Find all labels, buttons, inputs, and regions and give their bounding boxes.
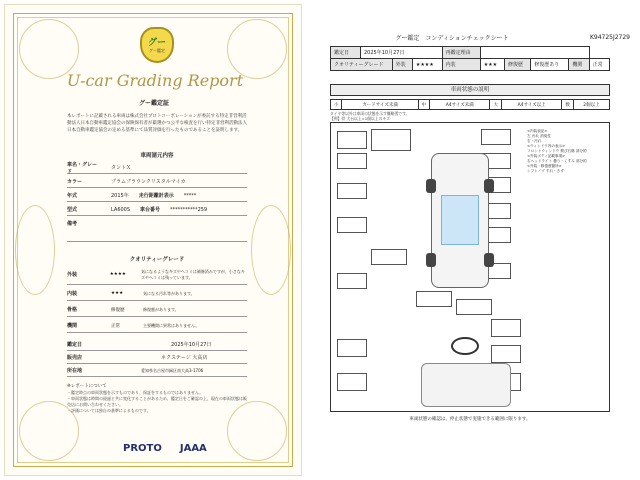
side-note-line: 右・汚れ	[527, 139, 542, 143]
goo-emblem	[140, 27, 174, 63]
jaaa-logo: JAAA	[179, 443, 207, 454]
side-note-line: シフトノブ すれ・きず	[527, 169, 564, 173]
row-shop	[67, 352, 247, 364]
callout-box	[337, 217, 367, 233]
grade-desc: 主要機関に異常はありません。	[143, 322, 200, 328]
shop-label: 販売店	[67, 355, 83, 361]
row-name	[67, 162, 247, 174]
address-label: 所在地	[67, 368, 83, 374]
callout-box	[337, 373, 367, 391]
callout-box	[491, 319, 521, 337]
cell-label: 機関	[569, 59, 589, 71]
ornament-right-mid	[251, 205, 291, 295]
callout-box	[337, 183, 367, 199]
grade-label: 外装	[67, 272, 78, 278]
side-note-line: フロントウィンドウ 飛び石傷 部分的	[527, 149, 587, 153]
row-extra-label: 車台番号	[140, 207, 161, 213]
callout-box	[491, 345, 521, 363]
row-color	[67, 176, 247, 188]
date-label: 鑑定日	[67, 342, 83, 348]
grade-label: 内装	[67, 291, 78, 297]
row-remarks	[67, 218, 247, 242]
callout-box	[371, 129, 411, 151]
legend-line: タイヤ等以外は車両の状態を示す概略図です。	[330, 111, 410, 116]
row-extra-value: ***********259	[170, 206, 208, 213]
cell-value: ★★★	[480, 59, 504, 71]
quality-section-title: クオリティーグレード	[129, 257, 185, 263]
cell-value: 修復歴あり	[531, 59, 569, 71]
date-value: 2025年10月27日	[171, 342, 212, 348]
certificate-subtitle: グー鑑定証	[138, 100, 169, 107]
row-value: LA600S	[111, 206, 131, 213]
row-label: 備考	[67, 221, 78, 227]
grade-desc: 気になる汚れ等があります。	[143, 290, 195, 296]
grade-stars: ★★★★	[109, 272, 126, 277]
row-value: 2015年	[111, 193, 129, 199]
sheet-code: K94725J2729	[589, 34, 630, 41]
grade-desc: 修復歴があります。	[143, 306, 179, 312]
row-address	[67, 365, 247, 377]
size-cell: A4サイズ未満	[430, 100, 490, 110]
condition-check-sheet	[322, 4, 636, 476]
emblem-text: グー鑑定	[149, 48, 165, 53]
callout-box	[337, 273, 367, 289]
grade-frame	[67, 303, 247, 317]
grade-exterior	[67, 265, 247, 285]
intro-text: 本レポートに記載される車両は株式会社プロトコーポレーションが委託する特定非営利活動法人日本自動車鑑定協会の保険保有者が厳選かつ公平な検査を行い特定非営利活動法人日本自動車鑑定協会の定める基準にて品質評価を行ったものであることを証明します。	[67, 114, 247, 133]
size-cell: A4サイズ以上	[501, 100, 561, 110]
callout-box	[337, 153, 367, 169]
grade-desc: 気になるようなキズやヘコミは補修済みですが、小さなキズやヘコミは残っています。	[140, 268, 245, 280]
grade-stars: ★★★	[111, 291, 124, 296]
grade-label: 骨格	[67, 307, 78, 313]
grading-certificate	[4, 4, 302, 476]
side-note-line: <外装・修復歴箇所>	[527, 164, 562, 168]
vehicle-section-title: 車両諸元内容	[140, 153, 174, 159]
car-glass	[441, 195, 479, 245]
callout-box	[456, 299, 492, 315]
quality-label: クオリティーグレード	[331, 59, 393, 71]
row-model	[67, 204, 247, 216]
side-note-line: 右ヘッドライト 曇り・くすみ 部分的	[527, 159, 587, 163]
size-cell: 中	[418, 100, 429, 110]
wheel-rl	[426, 253, 436, 267]
row-label: 年式	[67, 193, 78, 199]
notes-heading: ※レポートについて	[67, 384, 107, 389]
size-legend-table	[330, 99, 610, 110]
cell-value: ★★★★	[412, 59, 442, 71]
row-label: 車名・グレード	[67, 161, 98, 175]
callout-box	[337, 131, 367, 149]
shop-value: ネクステージ 大高店	[161, 355, 208, 361]
size-cell: 大	[490, 100, 501, 110]
side-note-line: <ウィンドウ内の表示>	[527, 144, 566, 148]
reason-value	[480, 47, 589, 59]
notes	[67, 390, 247, 414]
wheel-fr	[484, 179, 494, 193]
row-value: タントＸ	[111, 165, 132, 171]
header-table	[330, 46, 610, 71]
side-note-line: <内装表記>	[527, 129, 548, 133]
grade-stars: 修復歴	[111, 307, 125, 313]
logos	[123, 443, 207, 454]
cell-label: 内装	[442, 59, 480, 71]
note-line: ・車両状態は時間の経過と共に変化することがあるため、鑑定日をご確認の上、現在の車両状態は販売店にお問い合わせください。	[67, 396, 247, 407]
grade-engine	[67, 319, 247, 333]
date-value: 2025年10月27日	[361, 47, 443, 59]
grade-interior	[67, 287, 247, 301]
side-note-line: 左 汚れ 消臭性	[527, 134, 551, 138]
row-year	[67, 190, 247, 202]
size-cell: カードサイズ未満	[342, 100, 418, 110]
ornament-top-right	[227, 19, 287, 79]
callout-box	[337, 339, 367, 357]
sheet-title: グー鑑定 コンディションチェックシート	[395, 35, 509, 42]
car-interior-view	[421, 363, 511, 407]
address-value: 愛知県名古屋市緑区南大高3-1706	[141, 367, 204, 373]
condition-section-title: 車両状態の説明	[330, 84, 610, 96]
grade-label: 機関	[67, 323, 78, 329]
vehicle-diagram	[330, 122, 610, 412]
row-label: 型式	[67, 207, 78, 213]
side-notes	[527, 129, 607, 174]
row-extra-label: 走行距離計表示	[138, 193, 174, 199]
emblem-mark-icon: グー	[147, 38, 166, 48]
size-cell: 2個以上	[573, 100, 609, 110]
sheet-footer: 車両状態の確認は、停止状態で実施できる範囲に限ります。	[409, 417, 531, 422]
size-cell: 数	[562, 100, 573, 110]
wheel-fl	[426, 179, 436, 193]
wheel-rr	[484, 253, 494, 267]
cell-label: 修復歴	[505, 59, 531, 71]
steering-wheel-icon	[451, 337, 479, 355]
ornament-top-left	[19, 19, 79, 79]
reason-label: 再鑑定理由	[442, 47, 480, 59]
row-date	[67, 339, 247, 351]
side-note-line: <外装ボディ記載事項>	[527, 154, 566, 158]
report-title: U-car Grading Report	[66, 71, 244, 90]
ornament-left-mid	[15, 205, 55, 295]
row-value: ブラムブラウンクリスタルマイカ	[111, 179, 186, 185]
grade-stars: 正常	[111, 323, 120, 329]
legend-text	[330, 111, 409, 121]
legend-line: 【例】骨 大台以上=1個以上のキズ	[330, 116, 390, 121]
note-line: ・鑑定時点の車両状態を示すものであり、保証をするものではありません。	[67, 390, 204, 395]
proto-logo: PROTO	[123, 443, 162, 454]
row-label: カラー	[67, 179, 83, 185]
row-extra-value: *****	[183, 192, 197, 199]
callout-box	[416, 291, 452, 307]
size-cell: 小	[331, 100, 342, 110]
callout-box	[481, 129, 511, 145]
date-label: 鑑定日	[331, 47, 361, 59]
cell-label: 外装	[392, 59, 412, 71]
cell-value: 正常	[589, 59, 609, 71]
note-line: ・評価については独自の基準によるものです。	[67, 408, 151, 413]
callout-box	[371, 249, 407, 265]
